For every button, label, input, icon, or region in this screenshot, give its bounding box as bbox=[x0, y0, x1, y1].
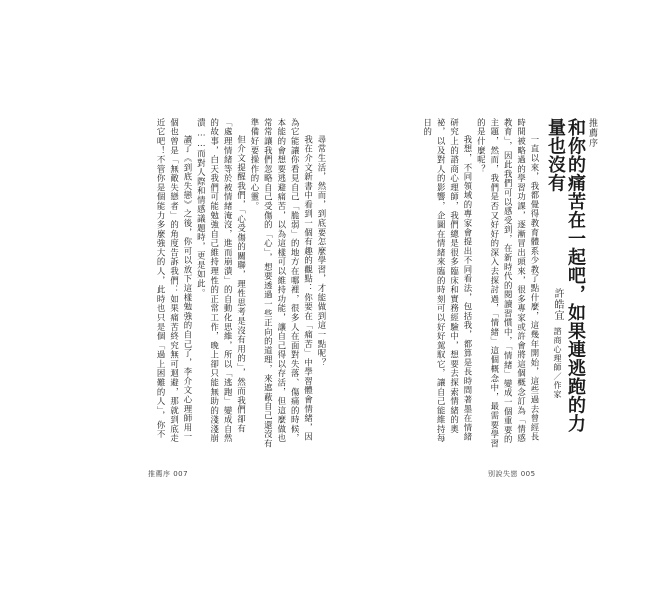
paragraph: 我在介文新書中看到一個有趣的觀點：你要在「痛苦」中學習體會情緒，因為它能讓你看見自己「脆弱」的地方在哪裡，很多人在面對失落、傷痛的時候，本能的會想要逃避痛苦，以為這樣可以維持功能，讓自己得以存活，但這麼做也常常讓我們忽略自己受傷的「心」，想要透過一些正向的道理，來遮蔽自己還沒有準備好要操作的心靈。 bbox=[249, 118, 314, 449]
right-body bbox=[379, 118, 541, 450]
preface-title: 和你的痛苦在一起吧，如果連逃跑的力量也沒有 bbox=[545, 118, 586, 433]
author-name: 許皓宜 bbox=[552, 288, 563, 321]
paragraph: 一直以來，我都覺得教育體系少教了點什麼，這幾年開始，這些過去曾經長時間被略過的學習功課，逐漸冒出頭來，很多專家或許會將這個概念訂為「情感教育」，因此我們可以感受到，在新時代的閱讀習慣中，「情緒」變成一個重要的主題，然而，我們是否又好好的深入去探討過，「情緒」這個概念中，最需要學習的是什麼呢？ bbox=[476, 118, 540, 449]
right-page-footer: 别說失戀 005 bbox=[488, 470, 536, 478]
paragraph: 讀了《到底失戀》之後，你可以放下這樣勉強的自己了，李介文心理師用一個也曾是「無敵失戀者」的角度告訴我們：如果痛苦終究無可迴避，那就到底走近它吧！不管你是個能力多麼強大的人，此時也只是個「過上困難的人」，你不 bbox=[156, 118, 193, 444]
left-page bbox=[108, 118, 328, 450]
left-body bbox=[108, 118, 328, 450]
paragraph: 我想，不同領域的專家會提出不同看法，包括我，都算是長時間著墨在情緒研究上的諮商心理師，我們總是很多臨床和實務經驗中，想要去探索情緒的奧祕，以及對人的影響，企圖在情緒來臨的時刻可以好好駕馭它，讓自己能維持每日的 bbox=[422, 118, 473, 444]
preface-label: 推薦序 bbox=[587, 118, 597, 148]
left-page-footer: 推薦序 007 bbox=[148, 470, 189, 478]
paragraph: 但介文提醒我們，「心受傷的關聯，理性思考是沒有用的」，然而我們卻有「處理情緒等於被情緒淹沒，進而崩潰」的自動化思維，所以「逃跑」變成自然的故事，白天我們可能勉強自己維持理性的正常工作，晚上卻只能無助的淺淺崩潰……而對人際和情感議題時，更是如此。 bbox=[196, 118, 247, 444]
paragraph: 尋常生活，然而，到底要怎麼學習，才能做到這一點呢？ bbox=[317, 134, 327, 368]
author-role: 諮商心理師／作家 bbox=[553, 327, 562, 399]
author-block bbox=[550, 288, 565, 399]
right-page bbox=[379, 118, 599, 450]
